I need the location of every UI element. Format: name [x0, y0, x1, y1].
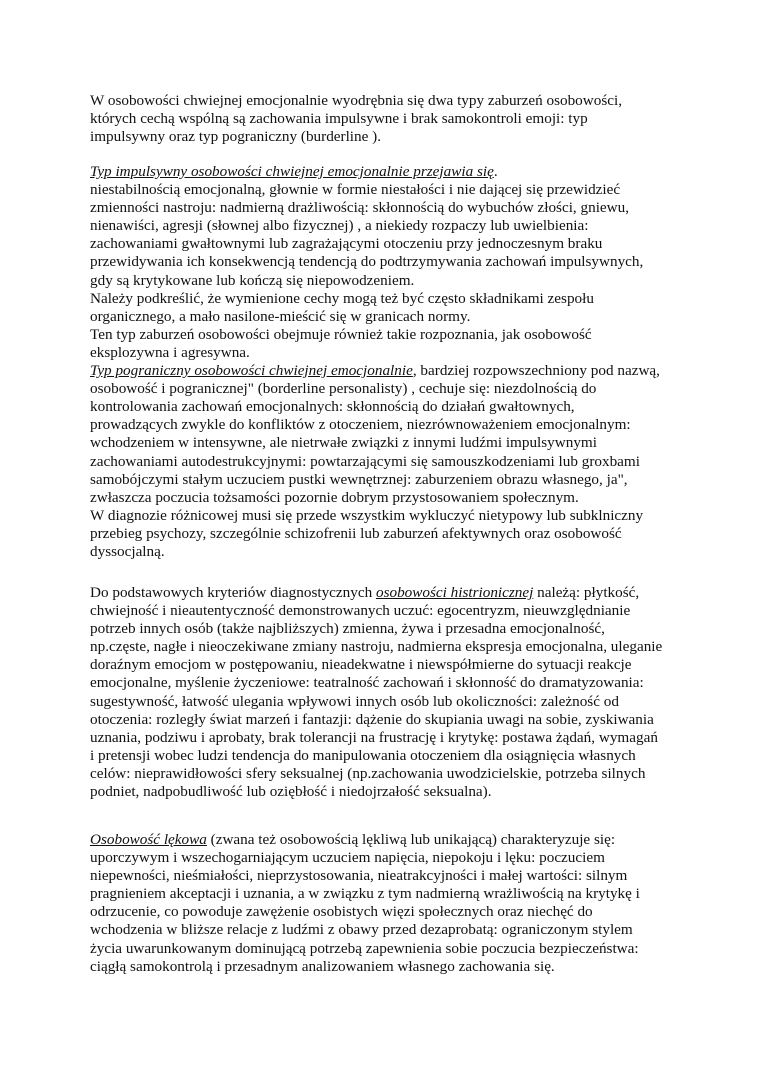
intro-paragraph — [90, 92, 670, 146]
text-line: ciągłą samokontrolą i przesadnym analizowaniem własnego zachowania się. — [90, 957, 555, 975]
text-line: doraźnym emocjom w postępowaniu, nieadekwatne i niewspółmierne do sytuacji reakcje — [90, 656, 632, 674]
text-line: uznania, podziwu i aprobaty, brak tolerancji na frustrację i krytykę: postawa żądań, wymagań — [90, 728, 658, 746]
histrionic-lead-line — [90, 584, 670, 602]
text-line: samobójczymi stałym uczuciem pustki wewnętrznej: zaburzeniem obrazu własnego, ja", — [90, 470, 628, 488]
text-line: niepewności, nieśmiałości, nieprzystosowania, nieatrakcyjności i małej wartości: silnym — [90, 867, 628, 885]
text-line: przewidywania ich konsekwencją tendencją do podtrzymywania zachowań impulsywnych, — [90, 253, 644, 271]
histrionic-term: osobowości histrionicznej — [375, 584, 534, 601]
text-line: nienawiści, agresji (słownej albo fizycznej) , a niekiedy rozpaczy lub uwielbienia: — [90, 217, 589, 235]
text-line: dyssocjalną. — [90, 542, 165, 560]
anxious-paragraph — [90, 831, 670, 976]
text-line: zachowaniami gwałtownymi lub zagrażającymi otoczeniu przy jednoczesnym braku — [90, 235, 603, 253]
anxious-lead-line — [90, 831, 670, 849]
impulsive-heading: Typ impulsywny osobowości chwiejnej emocjonalnie przejawia się — [90, 163, 494, 180]
text-line: eksplozywna i agresywna. — [90, 343, 250, 361]
text-line: prowadzących zwykle do konfliktów z otoczeniem, niezrównoważeniem emocjonalnym: — [90, 416, 631, 434]
text-line: których cechą wspólną są zachowania impulsywne i brak samokontroli emoji: typ — [90, 110, 588, 128]
text-line: sugestywność, łatwość ulegania wpływowi innych osób lub okoliczności: zależność od — [90, 692, 619, 710]
text-line: chwiejność i nieautentyczność demonstrowanych uczuć: egocentryzm, nieuwzględnianie — [90, 602, 631, 620]
text-line: gdy są krytykowane lub kończą się niepowodzeniem. — [90, 271, 415, 289]
text-line: i pretensji wobec ludzi tendencja do manipulowania otoczeniem dla osiągnięcia własnych — [90, 746, 636, 764]
text-line: emocjonalne, myślenie życzeniowe: teatralność zachowań i skłonność do dramatyzowania: — [90, 674, 644, 692]
text-line: W osobowości chwiejnej emocjonalnie wyodrębnia się dwa typy zaburzeń osobowości, — [90, 92, 622, 109]
text-line: przebieg psychozy, szczególnie schizofrenii lub zaburzeń afektywnych oraz osobowość — [90, 524, 622, 542]
text-line: Ten typ zaburzeń osobowości obejmuje również takie rozpoznania, jak osobowość — [90, 325, 592, 343]
text-line: kontrolowania zachowań emocjonalnych: skłonnością do działań gwałtownych, — [90, 398, 575, 416]
text-line: Należy podkreślić, że wymienione cechy mogą też być często składnikami zespołu — [90, 289, 594, 307]
text-line: niestabilnością emocjonalną, głownie w formie niestałości i nie dającej się przewidzieć — [90, 181, 621, 199]
text-line: zmienności nastroju: nadmierną drażliwością: skłonnością do wybuchów złości, gniewu, — [90, 199, 630, 217]
text-line: wchodzenia w bliższe relacje z ludźmi z obawy przed dezaprobatą: ograniczonym stylem — [90, 921, 633, 939]
borderline-heading: Typ pograniczny osobowości chwiejnej emocjonalnie — [90, 362, 413, 380]
histrionic-lead: Do podstawowych kryteriów diagnostycznych — [90, 584, 376, 601]
borderline-heading-line — [90, 362, 670, 380]
text-line: W diagnozie różnicowej musi się przede wszystkim wykluczyć nietypowy lub subklniczny — [90, 506, 644, 524]
histrionic-paragraph — [90, 584, 670, 801]
text-line: organicznego, a mało nasilone-mieścić się w granicach normy. — [90, 307, 471, 325]
text-line: odrzucenie, co powoduje zawężenie osobistych więzi społecznych oraz niechęć do — [90, 903, 593, 921]
text-line: osobowość i pogranicznej" (borderline personalisty) , cechuje się: niezdolnością do — [90, 380, 597, 398]
text-line: zachowaniami autodestrukcyjnymi: powtarzającymi się samouszkodzeniami lub groxbami — [90, 452, 640, 470]
anxious-term-rest: (zwana też osobowością lękliwą lub unikającą) charakteryzuje się: — [206, 831, 616, 848]
heading-punct: . — [493, 163, 498, 180]
text-line: pragnieniem akceptacji i uznania, a w związku z tym nadmierną wrażliwością na krytykę i — [90, 885, 640, 903]
text-line: wchodzeniem w intensywne, ale nietrwałe związki z innymi ludźmi impulsywnymi — [90, 434, 597, 452]
borderline-heading-rest: , bardziej rozpowszechniony pod nazwą, — [412, 362, 660, 380]
anxious-term: Osobowość lękowa — [90, 831, 207, 848]
text-line: impulsywny oraz typ pograniczny (burderline ). — [90, 128, 382, 146]
text-line: podniet, nadpobudliwość lub oziębłość i niedojrzałość seksualna). — [90, 783, 492, 801]
impulsive-and-borderline-section — [90, 163, 670, 561]
text-line: potrzeb innych osób (także najbliższych) zmienna, żywa i przesadna emocjonalność, — [90, 620, 605, 638]
text-line: celów: nieprawidłowości sfery seksualnej (np.zachowania uwodzicielskie, potrzeba silnych — [90, 764, 646, 782]
text-line: zwłaszcza poczucia tożsamości pozornie dobrym przystosowaniem społecznym. — [90, 488, 579, 506]
text-line: otoczenia: rozległy świat marzeń i fantazji: dążenie do skupiania uwagi na sobie, zyskiwania — [90, 710, 654, 728]
text-line: życia uwarunkowanym dominującą potrzebą zapewnienia sobie poczucia bezpieczeństwa: — [90, 939, 639, 957]
text-line: np.częste, nagłe i nieoczekiwane zmiany nastroju, nadmierna ekspresja emocjonalna, uleganie — [90, 638, 663, 656]
text-line: uporczywym i wszechogarniającym uczuciem napięcia, niepokoju i lęku: poczuciem — [90, 849, 605, 867]
histrionic-lead-rest: należą: płytkość, — [533, 584, 640, 601]
impulsive-heading-line — [90, 163, 670, 181]
